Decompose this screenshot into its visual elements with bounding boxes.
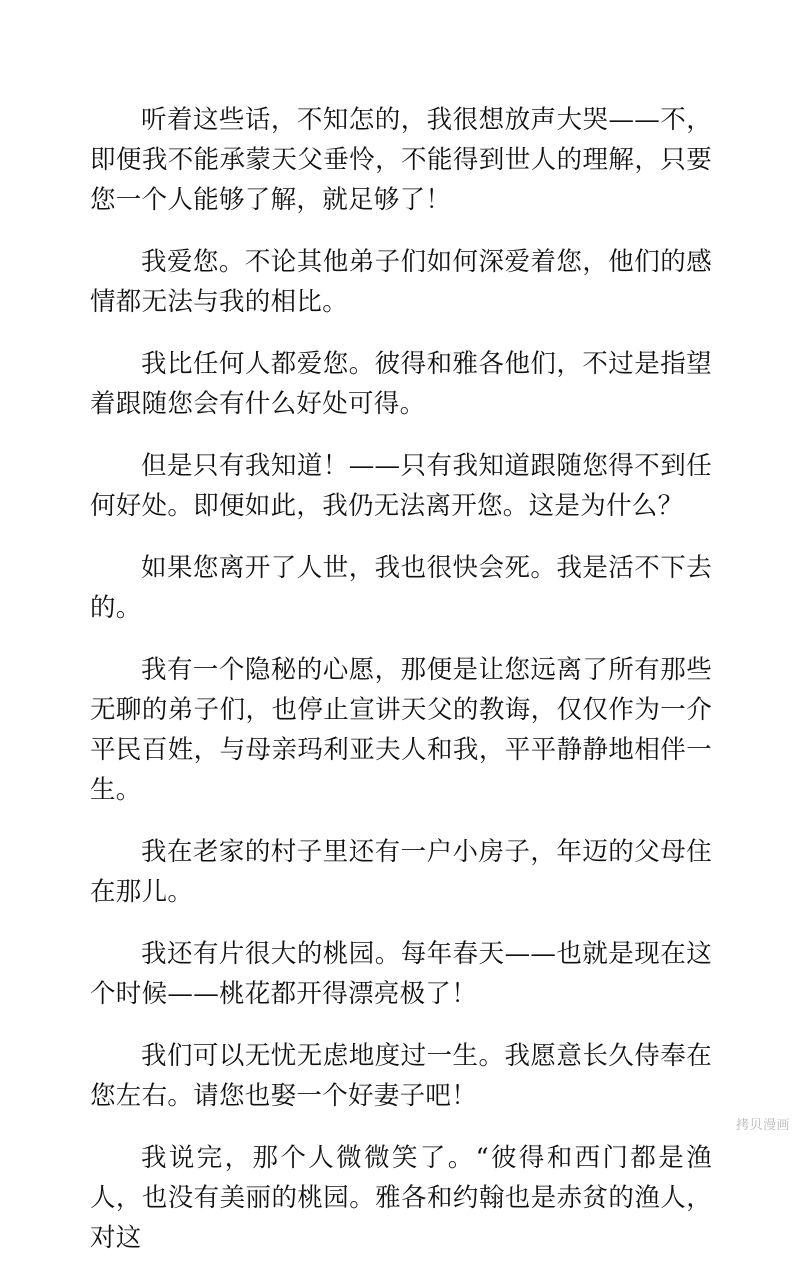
paragraph: 但是只有我知道！——只有我知道跟随您得不到任何好处。即便如此，我仍无法离开您。这是为什么？ <box>90 451 712 521</box>
paragraph: 我还有片很大的桃园。每年春天——也就是现在这个时候——桃花都开得漂亮极了！ <box>90 939 712 1009</box>
paragraph: 听着这些话，不知怎的，我很想放声大哭——不，即便我不能承蒙天父垂怜，不能得到世人的理解，只要您一个人能够了解，就足够了！ <box>90 105 712 215</box>
paragraph: 我在老家的村子里还有一户小房子，年迈的父母住在那儿。 <box>90 837 712 907</box>
paragraph: 我说完，那个人微微笑了。“彼得和西门都是渔人，也没有美丽的桃园。雅各和约翰也是赤贫的渔人，对这 <box>90 1143 712 1253</box>
document-page <box>90 100 712 1280</box>
paragraph: 我爱您。不论其他弟子们如何深爱着您，他们的感情都无法与我的相比。 <box>90 247 712 317</box>
paragraph: 我比任何人都爱您。彼得和雅各他们，不过是指望着跟随您会有什么好处可得。 <box>90 349 712 419</box>
paragraph: 我有一个隐秘的心愿，那便是让您远离了所有那些无聊的弟子们，也停止宣讲天父的教诲，仅仅作为一介平民百姓，与母亲玛利亚夫人和我，平平静静地相伴一生。 <box>90 655 712 805</box>
watermark: 拷贝漫画 <box>735 1118 790 1133</box>
paragraph: 如果您离开了人世，我也很快会死。我是活不下去的。 <box>90 553 712 623</box>
paragraph: 我们可以无忧无虑地度过一生。我愿意长久侍奉在您左右。请您也娶一个好妻子吧！ <box>90 1041 712 1111</box>
